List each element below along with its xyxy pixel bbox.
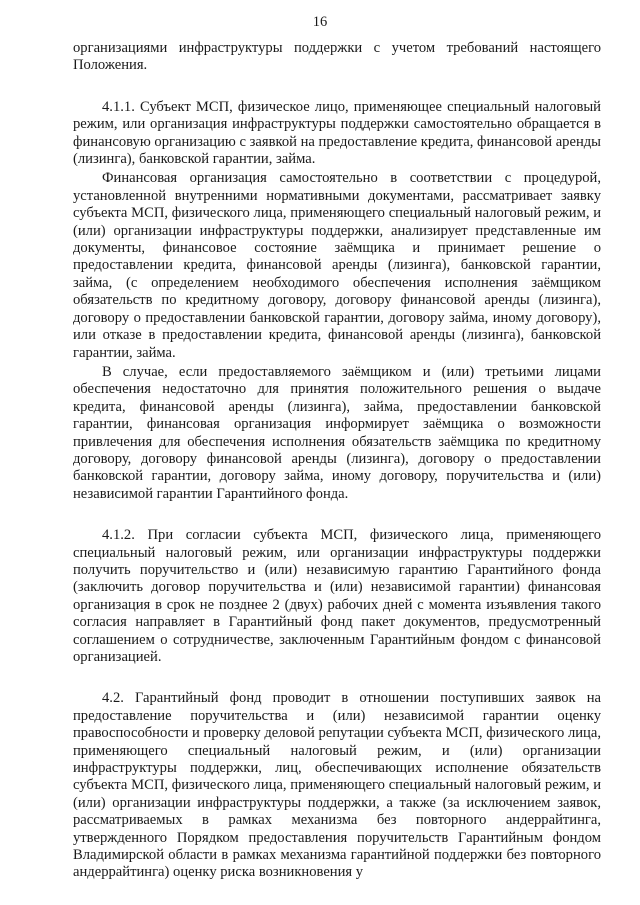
paragraph-clause-4-1-1: 4.1.1. Субъект МСП, физическое лицо, применяющее специальный налоговый режим, или организация инфраструктуры поддержки самостоятельно обращается в финансовую организацию с заявкой на предоставление кредита, финансовой аренды (лизинга), банковской гарантии, займа. [73, 98, 601, 168]
document-body [73, 40, 601, 882]
paragraph-clause-4-1-2: 4.1.2. При согласии субъекта МСП, физического лица, применяющего специальный налоговый режим, или организации инфраструктуры поддержки получить поручительство и (или) независимую гарантию Гарантийного фонда (заключить договор поручительства и (или) независимой гарантии) финансовая организация в срок не позднее 2 (двух) рабочих дней с момента изъявления такого согласия направляет в Гарантийный фонд пакет документов, предусмотренный соглашением о сотрудничестве, заключенным Гарантийным фондом с финансовой организацией. [73, 527, 601, 665]
page-number: 16 [312, 14, 328, 30]
paragraph-financial-org-review: Финансовая организация самостоятельно в соответствии с процедурой, установленной внутренними нормативными документами, рассматривает заявку субъекта МСП, физического лица, применяющего специальный налоговый режим, и (или) организации инфраструктуры поддержки, анализирует представленные им документы, финансовое состояние заёмщика и принимает решение о предоставлении кредита, финансовой аренды (лизинга), банковской гарантии, займа, (с определением необходимого обеспечения исполнения заёмщиком обязательств по кредитному договору, договору финансовой аренды (лизинга), договору о предоставлении банковской гарантии, договору займа, иному договору), или отказе в предоставлении кредита, финансовой аренды (лизинга), банковской гарантии, займа. [73, 170, 601, 361]
paragraph-clause-4-2: 4.2. Гарантийный фонд проводит в отношении поступивших заявок на предоставление поручительства и (или) независимой гарантии оценку правоспособности и проверку деловой репутации субъекта МСП, физического лица, применяющего специальный налоговый режим, и (или) организации инфраструктуры поддержки, лиц, обеспечивающих исполнение обязательств субъекта МСП, физического лица, применяющего специальный налоговый режим, и (или) организации инфраструктуры поддержки, а также (за исключением заявок, рассматриваемых в рамках механизма без повторного андеррайтинга, утвержденного Порядком предоставления поручительств Гарантийным фондом Владимирской области в рамках механизма гарантийной поддержки без повторного андеррайтинга) оценку риска возникновения у [73, 690, 601, 881]
paragraph-gap [73, 503, 601, 527]
paragraph-gap [73, 666, 601, 690]
paragraph-continuation: организациями инфраструктуры поддержки с учетом требований настоящего Положения. [73, 40, 601, 74]
paragraph-gap [73, 75, 601, 99]
paragraph-insufficient-collateral: В случае, если предоставляемого заёмщиком и (или) третьими лицами обеспечения недостаточно для принятия положительного решения о выдаче кредита, финансовой аренды (лизинга), займа, предоставлении банковской гарантии, финансовая организация информирует заёмщика о возможности привлечения для обеспечения исполнения обязательств заёмщика по кредитному договору, договору финансовой аренды (лизинга), договору о предоставлении банковской гарантии, договору займа, иному договору, поручительства и (или) независимой гарантии Гарантийного фонда. [73, 363, 601, 502]
